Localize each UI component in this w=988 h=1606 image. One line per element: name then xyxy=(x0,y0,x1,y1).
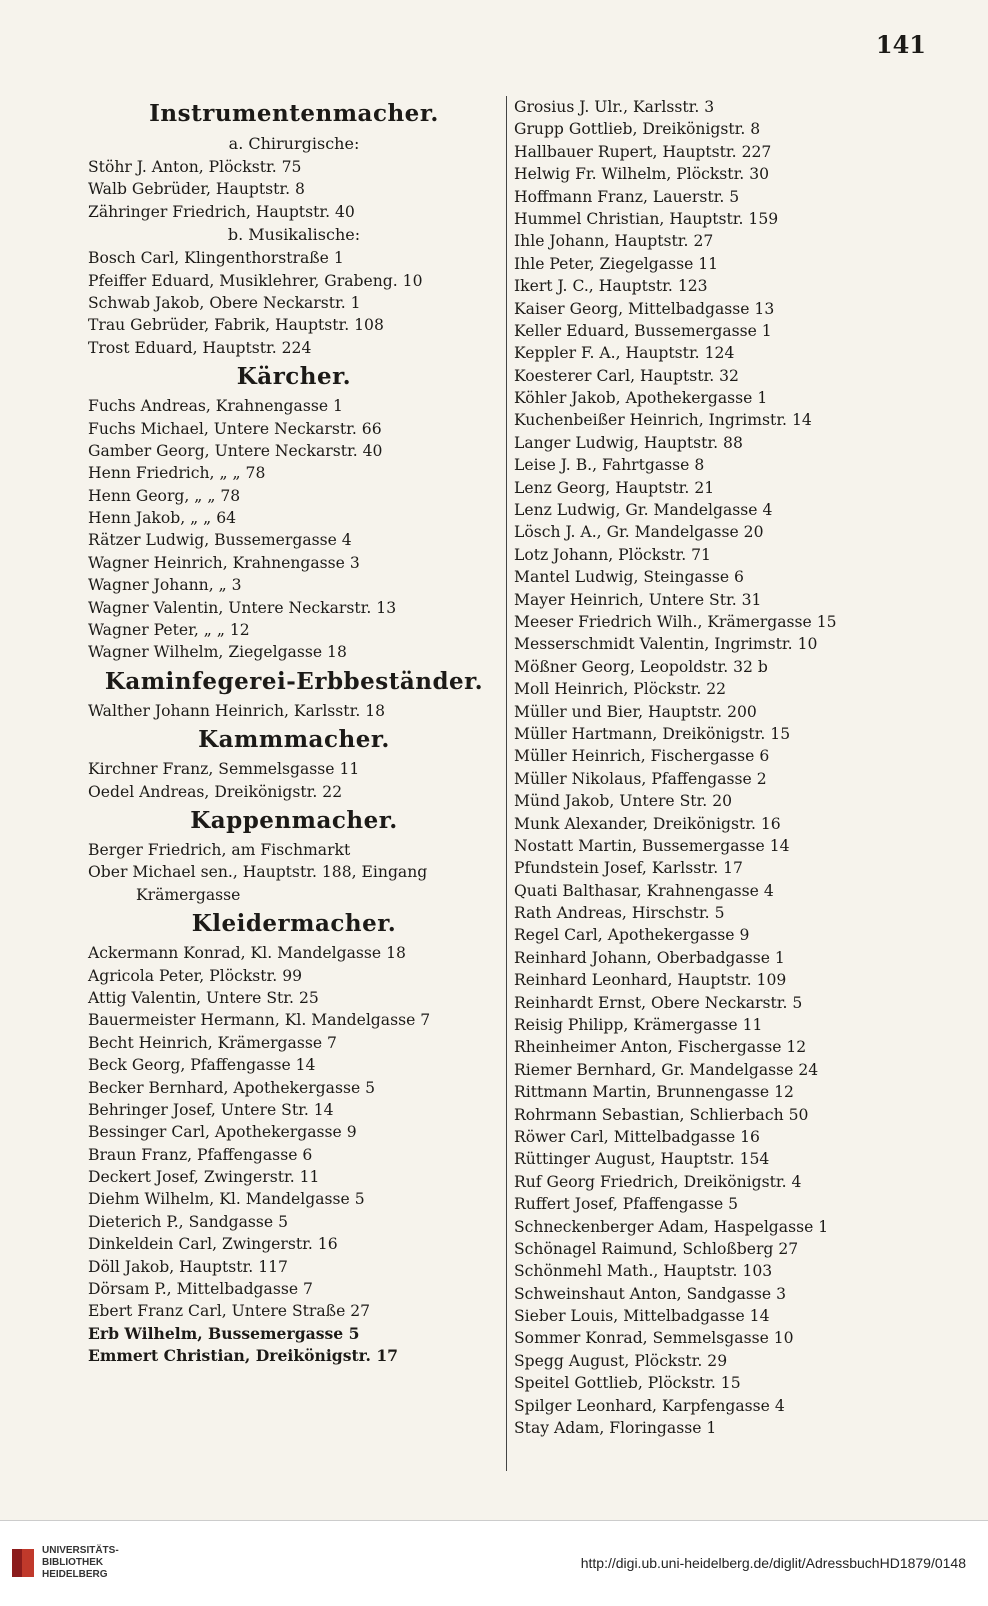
directory-entry: Henn Jakob, „ „ 64 xyxy=(88,509,237,528)
directory-entry: Dörsam P., Mittelbadgasse 7 xyxy=(88,1280,313,1299)
directory-entry: Reinhardt Ernst, Obere Neckarstr. 5 xyxy=(514,993,803,1012)
directory-entry: Rath Andreas, Hirschstr. 5 xyxy=(514,904,725,923)
directory-entry: Henn Friedrich, „ „ 78 xyxy=(88,464,266,483)
directory-entry: Braun Franz, Pfaffengasse 6 xyxy=(88,1145,313,1164)
directory-entry: Riemer Bernhard, Gr. Mandelgasse 24 xyxy=(514,1060,819,1079)
directory-entry: Stay Adam, Floringasse 1 xyxy=(514,1419,717,1438)
directory-entry: Keppler F. A., Hauptstr. 124 xyxy=(514,344,735,363)
directory-entry: Döll Jakob, Hauptstr. 117 xyxy=(88,1257,288,1276)
directory-entry: Langer Ludwig, Hauptstr. 88 xyxy=(514,433,743,452)
directory-entry: Lenz Georg, Hauptstr. 21 xyxy=(514,478,715,497)
directory-entry: Müller Nikolaus, Pfaffengasse 2 xyxy=(514,769,767,788)
directory-entry: Trost Eduard, Hauptstr. 224 xyxy=(88,338,312,357)
directory-entry: Beck Georg, Pfaffengasse 14 xyxy=(88,1056,316,1075)
directory-entry: Rätzer Ludwig, Bussemergasse 4 xyxy=(88,531,352,550)
directory-entry: Berger Friedrich, am Fischmarkt xyxy=(88,840,351,859)
directory-entry: Quati Balthasar, Krahnengasse 4 xyxy=(514,881,774,900)
directory-entry: Henn Georg, „ „ 78 xyxy=(88,486,241,505)
directory-entry: Leise J. B., Fahrtgasse 8 xyxy=(514,456,705,475)
directory-entry: Speitel Gottlieb, Plöckstr. 15 xyxy=(514,1374,741,1393)
directory-entry: Keller Eduard, Bussemergasse 1 xyxy=(514,321,772,340)
section-heading: Kammmacher. xyxy=(198,726,390,754)
page-number: 141 xyxy=(875,30,926,59)
directory-entry: Dinkeldein Carl, Zwingerstr. 16 xyxy=(88,1235,338,1254)
directory-entry: Zähringer Friedrich, Hauptstr. 40 xyxy=(88,202,355,221)
directory-entry: Regel Carl, Apothekergasse 9 xyxy=(514,926,750,945)
directory-entry: Walb Gebrüder, Hauptstr. 8 xyxy=(88,180,305,199)
directory-entry: Reisig Philipp, Krämergasse 11 xyxy=(514,1016,763,1035)
directory-entry: Lenz Ludwig, Gr. Mandelgasse 4 xyxy=(514,501,773,520)
column-divider xyxy=(506,96,507,1471)
section-heading: Kärcher. xyxy=(236,363,352,391)
directory-entry: Müller Hartmann, Dreikönigstr. 15 xyxy=(514,724,791,743)
directory-entry: Becht Heinrich, Krämergasse 7 xyxy=(88,1033,337,1052)
directory-entry: Ruf Georg Friedrich, Dreikönigstr. 4 xyxy=(514,1172,802,1191)
directory-entry: Fuchs Michael, Untere Neckarstr. 66 xyxy=(88,419,382,438)
directory-entry: Wagner Heinrich, Krahnengasse 3 xyxy=(88,553,360,572)
directory-entry: Schönmehl Math., Hauptstr. 103 xyxy=(514,1262,773,1281)
directory-entry: Mantel Ludwig, Steingasse 6 xyxy=(514,568,744,587)
directory-entry: Kaiser Georg, Mittelbadgasse 13 xyxy=(514,299,775,318)
directory-entry: Wagner Wilhelm, Ziegelgasse 18 xyxy=(88,643,347,662)
directory-entry: Rohrmann Sebastian, Schlierbach 50 xyxy=(514,1105,809,1124)
directory-entry: Ober Michael sen., Hauptstr. 188, Eingang xyxy=(88,863,428,882)
directory-entry: Nostatt Martin, Bussemergasse 14 xyxy=(514,836,790,855)
section-heading: Kleidermacher. xyxy=(191,910,397,938)
directory-entry: Grupp Gottlieb, Dreikönigstr. 8 xyxy=(514,120,761,139)
subsection-heading: a. Chirurgische: xyxy=(228,134,360,153)
directory-entry: Rittmann Martin, Brunnengasse 12 xyxy=(514,1083,794,1102)
directory-entry: Mayer Heinrich, Untere Str. 31 xyxy=(514,590,762,609)
library-line: BIBLIOTHEK xyxy=(42,1557,104,1568)
directory-entry: Müller und Bier, Hauptstr. 200 xyxy=(514,702,757,721)
directory-entry: Behringer Josef, Untere Str. 14 xyxy=(88,1100,334,1119)
directory-entry: Hoffmann Franz, Lauerstr. 5 xyxy=(514,187,740,206)
directory-entry: Sieber Louis, Mittelbadgasse 14 xyxy=(514,1307,770,1326)
directory-entry: Emmert Christian, Dreikönigstr. 17 xyxy=(88,1346,399,1366)
section-heading: Kappenmacher. xyxy=(190,806,398,834)
directory-entry: Trau Gebrüder, Fabrik, Hauptstr. 108 xyxy=(88,316,384,335)
directory-entry: Gamber Georg, Untere Neckarstr. 40 xyxy=(88,441,383,460)
directory-entry: Agricola Peter, Plöckstr. 99 xyxy=(88,966,303,985)
directory-entry: Munk Alexander, Dreikönigstr. 16 xyxy=(514,814,781,833)
directory-entry: Schneckenberger Adam, Haspelgasse 1 xyxy=(514,1217,829,1236)
directory-entry: Reinhard Leonhard, Hauptstr. 109 xyxy=(514,971,787,990)
directory-entry: Ihle Johann, Hauptstr. 27 xyxy=(514,232,714,251)
directory-entry: Wagner Valentin, Untere Neckarstr. 13 xyxy=(88,598,397,617)
library-line: HEIDELBERG xyxy=(42,1569,108,1580)
library-line: UNIVERSITÄTS- xyxy=(42,1545,119,1556)
directory-entry: Ackermann Konrad, Kl. Mandelgasse 18 xyxy=(88,944,406,963)
directory-entry: Dieterich P., Sandgasse 5 xyxy=(88,1212,288,1231)
directory-entry: Sommer Konrad, Semmelsgasse 10 xyxy=(514,1329,794,1348)
directory-entry: Münd Jakob, Untere Str. 20 xyxy=(514,792,733,811)
source-url-link[interactable]: http://digi.ub.uni-heidelberg.de/diglit/AdressbuchHD1879/0148 xyxy=(580,1555,966,1571)
directory-entry: Deckert Josef, Zwingerstr. 11 xyxy=(88,1168,320,1187)
library-logo-icon xyxy=(12,1549,34,1577)
library-name xyxy=(42,1545,119,1581)
directory-entry: Reinhard Johann, Oberbadgasse 1 xyxy=(514,948,785,967)
directory-entry: Röwer Carl, Mittelbadgasse 16 xyxy=(514,1127,760,1146)
directory-entry: Spegg August, Plöckstr. 29 xyxy=(514,1351,728,1370)
left-column xyxy=(88,96,500,1368)
directory-entry: Lösch J. A., Gr. Mandelgasse 20 xyxy=(514,523,764,542)
directory-entry: Stöhr J. Anton, Plöckstr. 75 xyxy=(88,158,302,176)
directory-entry: Oedel Andreas, Dreikönigstr. 22 xyxy=(88,782,343,801)
directory-entry: Erb Wilhelm, Bussemergasse 5 xyxy=(88,1323,360,1343)
directory-entry: Rheinheimer Anton, Fischergasse 12 xyxy=(514,1038,807,1057)
directory-entry: Müller Heinrich, Fischergasse 6 xyxy=(514,747,770,766)
directory-entry: Hummel Christian, Hauptstr. 159 xyxy=(514,209,779,228)
directory-entry: Schweinshaut Anton, Sandgasse 3 xyxy=(514,1284,786,1303)
section-heading: Kaminfegerei-Erbbeständer. xyxy=(104,667,484,695)
directory-entry: Lotz Johann, Plöckstr. 71 xyxy=(514,545,711,564)
directory-entry: Meeser Friedrich Wilh., Krämergasse 15 xyxy=(514,612,837,631)
section-heading: Instrumentenmacher. xyxy=(149,100,439,127)
directory-entry: Moll Heinrich, Plöckstr. 22 xyxy=(514,680,727,699)
directory-entry: Wagner Johann, „ 3 xyxy=(88,576,242,595)
directory-entry: Attig Valentin, Untere Str. 25 xyxy=(88,988,319,1007)
directory-entry: Schönagel Raimund, Schloßberg 27 xyxy=(514,1239,799,1258)
footer xyxy=(0,1520,988,1606)
directory-entry: Wagner Peter, „ „ 12 xyxy=(88,621,250,640)
directory-entry: Schwab Jakob, Obere Neckarstr. 1 xyxy=(88,293,361,312)
directory-entry: Bosch Carl, Klingenthorstraße 1 xyxy=(88,249,344,268)
directory-entry: Ikert J. C., Hauptstr. 123 xyxy=(514,277,708,296)
right-column xyxy=(514,96,944,1439)
directory-entry: Spilger Leonhard, Karpfengasse 4 xyxy=(514,1396,785,1415)
entry-continuation: Krämergasse xyxy=(136,885,241,904)
directory-entry: Helwig Fr. Wilhelm, Plöckstr. 30 xyxy=(514,165,770,184)
directory-entry: Ihle Peter, Ziegelgasse 11 xyxy=(514,254,719,273)
directory-entry: Koesterer Carl, Hauptstr. 32 xyxy=(514,366,739,385)
directory-entry: Kirchner Franz, Semmelsgasse 11 xyxy=(88,760,360,779)
directory-entry: Becker Bernhard, Apothekergasse 5 xyxy=(88,1078,376,1097)
directory-entry: Ebert Franz Carl, Untere Straße 27 xyxy=(88,1302,371,1321)
directory-entry: Mößner Georg, Leopoldstr. 32 b xyxy=(514,657,768,676)
directory-entry: Rüttinger August, Hauptstr. 154 xyxy=(514,1150,770,1169)
directory-entry: Bauermeister Hermann, Kl. Mandelgasse 7 xyxy=(88,1011,431,1030)
directory-entry: Diehm Wilhelm, Kl. Mandelgasse 5 xyxy=(88,1190,365,1209)
directory-entry: Bessinger Carl, Apothekergasse 9 xyxy=(88,1123,357,1142)
directory-entry: Hallbauer Rupert, Hauptstr. 227 xyxy=(514,142,772,161)
directory-entry: Grosius J. Ulr., Karlsstr. 3 xyxy=(514,98,715,116)
directory-entry: Ruffert Josef, Pfaffengasse 5 xyxy=(514,1195,739,1214)
directory-entry: Messerschmidt Valentin, Ingrimstr. 10 xyxy=(514,635,818,654)
directory-entry: Kuchenbeißer Heinrich, Ingrimstr. 14 xyxy=(514,411,812,430)
directory-entry: Walther Johann Heinrich, Karlsstr. 18 xyxy=(88,701,386,720)
directory-entry: Pfeiffer Eduard, Musiklehrer, Grabeng. 10 xyxy=(88,271,423,290)
directory-entry: Fuchs Andreas, Krahnengasse 1 xyxy=(88,397,343,416)
directory-entry: Köhler Jakob, Apothekergasse 1 xyxy=(514,389,768,408)
directory-entry: Pfundstein Josef, Karlsstr. 17 xyxy=(514,859,743,878)
subsection-heading: b. Musikalische: xyxy=(227,225,361,245)
